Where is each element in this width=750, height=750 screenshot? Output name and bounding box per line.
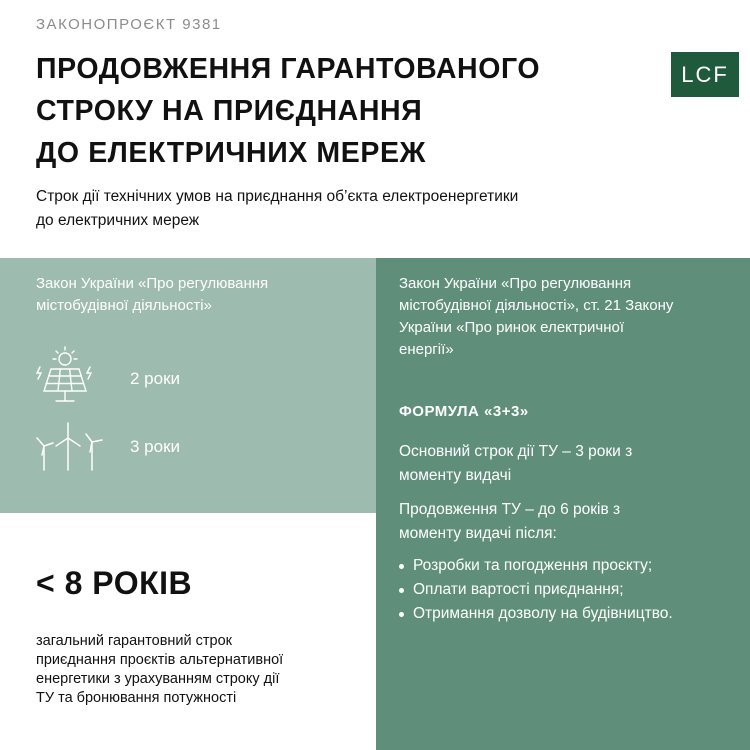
title-line: ПРОДОВЖЕННЯ ГАРАНТОВАНОГО: [36, 53, 541, 85]
lcf-logo: LCF: [671, 52, 739, 97]
title-line: СТРОКУ НА ПРИЄДНАННЯ: [36, 95, 423, 127]
para-line: Основний строк дії ТУ – 3 роки з: [399, 443, 633, 460]
para-line: Продовження ТУ – до 6 років з: [399, 501, 621, 518]
law-line: Закон України «Про регулювання: [399, 275, 632, 292]
formula-label: ФОРМУЛА «3+3»: [399, 403, 529, 420]
subtitle-line: Строк дії технічних умов на приєднання об’єкта електроенергетики: [36, 188, 519, 205]
wind-turbine-icon: [34, 420, 106, 472]
bill-label: ЗАКОНОПРОЄКТ 9381: [36, 16, 222, 33]
solar-panel-icon: [34, 345, 96, 409]
wind-duration: 3 роки: [130, 437, 181, 456]
law-line: Закон України «Про регулювання: [36, 275, 269, 292]
base-term-text: [399, 440, 719, 488]
law-line: містобудівної діяльності», ст. 21 Закону: [399, 297, 674, 314]
para-line: моменту видачі: [399, 467, 512, 484]
left-law-reference: [36, 273, 336, 317]
extension-text: [399, 498, 719, 546]
page-title: [36, 48, 636, 174]
law-line: України «Про ринок електричної: [399, 319, 625, 336]
desc-line: енергетики з урахуванням строку дії: [36, 671, 280, 687]
list-item: Оплати вартості приєднання;: [399, 578, 673, 602]
solar-duration: 2 роки: [130, 369, 181, 388]
desc-line: приєднання проєктів альтернативної: [36, 652, 284, 668]
list-item: Розробки та погодження проєкту;: [399, 554, 673, 578]
list-item: Отримання дозволу на будівництво.: [399, 602, 673, 626]
para-line: моменту видачі після:: [399, 525, 557, 542]
desc-line: ТУ та бронювання потужності: [36, 690, 237, 706]
title-line: ДО ЕЛЕКТРИЧНИХ МЕРЕЖ: [36, 137, 426, 169]
subtitle-line: до електричних мереж: [36, 212, 200, 229]
desc-line: загальний гарантовний строк: [36, 633, 233, 649]
max-term-headline: < 8 РОКІВ: [36, 565, 193, 601]
right-law-reference: [399, 273, 719, 361]
subtitle: [36, 185, 676, 233]
conditions-list: [399, 554, 673, 626]
law-line: енергії»: [399, 341, 454, 358]
right-panel: [376, 258, 750, 750]
law-line: містобудівної діяльності»: [36, 297, 212, 314]
max-term-description: [36, 632, 356, 708]
